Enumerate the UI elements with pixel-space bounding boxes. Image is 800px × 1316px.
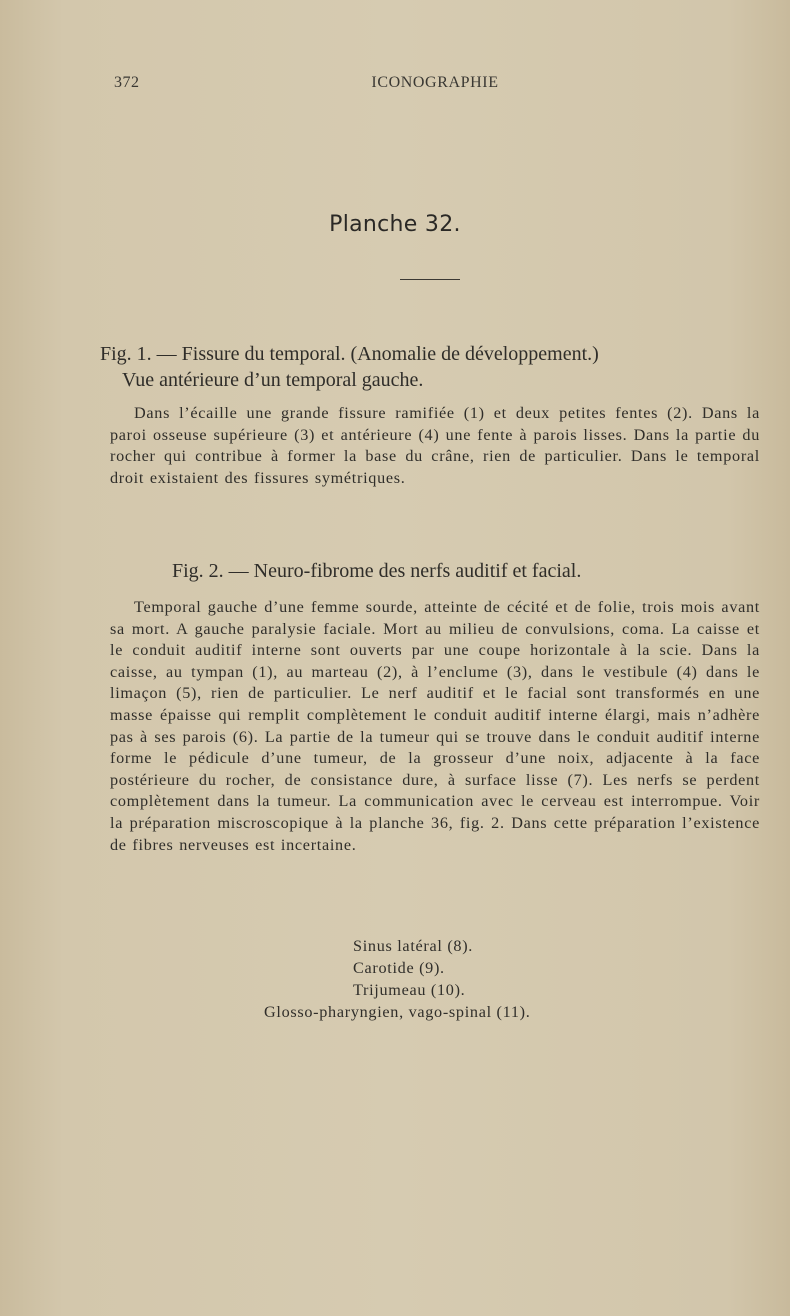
page-number: 372: [114, 74, 140, 91]
fig2-body: Temporal gauche d’une femme sourde, atteinte de cécité et de folie, trois mois avant sa mort. A gauche paralysie faciale. Mort au milieu de convulsions, coma. La caisse et le conduit auditif interne sont ouverts par une coupe horizontale à la scie. Dans la caisse, au tympan (1), au marteau (2), à l’enclume (3), dans le vestibule (4) dans le limaçon (5), rien de particulier. Le nerf auditif et le facial sont transformés en une masse épaisse qui remplit complètement le conduit auditif interne élargi, mais n’adhère pas à ses parois (6). La partie de la tumeur qui se trouve dans le conduit auditif interne forme le pédicule d’une tumeur, de la grosseur d’une noix, adjacente à la face postérieure du rocher, de consistance dure, à surface lisse (7). Les nerfs se perdent complètement dans la tumeur. La communication avec le cerveau est interrompue. Voir la préparation miscroscopique à la planche 36, fig. 2. Dans cette préparation l’existence de fibres nerveuses est incertaine.: [110, 598, 760, 854]
title-rule: [400, 279, 460, 280]
plate-title: Planche 32.: [329, 212, 461, 237]
fig1-heading-line1: Fig. 1. — Fissure du temporal. (Anomalie de développement.): [100, 343, 599, 365]
fig1-body: Dans l’écaille une grande fissure ramifiée (1) et deux petites fentes (2). Dans la paroi osseuse supérieure (3) et antérieure (4) une fente à parois lisses. Dans la partie du rocher qui contribue à former la base du crâne, rien de particulier. Dans le temporal droit existaient des fissures symétriques.: [110, 404, 760, 487]
list-item: Glosso-pharyngien, vago-spinal (11).: [264, 1003, 531, 1021]
page-header: [0, 74, 790, 98]
list-item: Trijumeau (10).: [353, 981, 466, 999]
fig1-heading-line2: Vue antérieure d’un temporal gauche.: [122, 369, 424, 391]
running-head: ICONOGRAPHIE: [371, 74, 499, 91]
fig2-heading: Fig. 2. — Neuro-fibrome des nerfs auditif et facial.: [172, 560, 582, 582]
fig2-legend-list: [0, 935, 790, 1023]
fig1-description: [110, 403, 760, 489]
fig2-description: [110, 597, 760, 856]
fig1-heading: [100, 341, 700, 393]
list-item: Carotide (9).: [353, 959, 445, 977]
list-item: Sinus latéral (8).: [353, 937, 474, 955]
